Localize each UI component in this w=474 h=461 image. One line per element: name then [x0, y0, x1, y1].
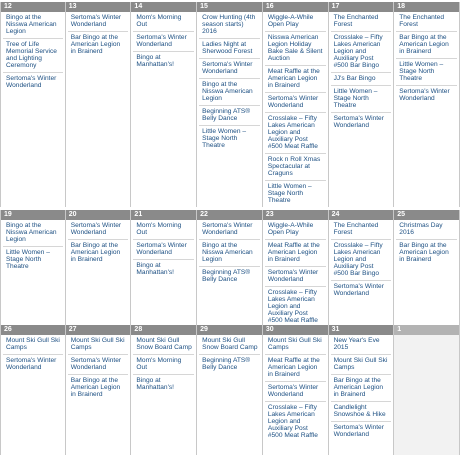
event-link[interactable]: Mount Ski Gull Snow Board Camp — [133, 335, 194, 355]
day-cell — [394, 210, 460, 327]
event-link[interactable]: Bingo at Manhattan's! — [136, 262, 174, 276]
event-link[interactable]: Mom's Morning Out — [133, 220, 194, 240]
event-link[interactable]: New Year's Eve 2015 — [331, 335, 392, 355]
day-cell — [66, 325, 132, 455]
event-link[interactable]: Bar Bingo at the American Legion in Brainerd — [396, 32, 457, 59]
event-link[interactable]: Beginning ATS® Belly Dance — [199, 106, 260, 126]
event-link[interactable]: Bingo at the Nisswa American Legion — [3, 220, 63, 247]
event-link[interactable]: Little Women – Stage North Theatre — [6, 249, 50, 270]
event-link[interactable]: Christmas Day 2016 — [396, 220, 457, 240]
day-cell — [0, 2, 66, 207]
event-link[interactable]: Mount Ski Gull Snow Board Camp — [199, 335, 260, 355]
event-link[interactable]: Crosslake – Fifty Lakes American Legion and Auxiliary Post #500 Meat Raffle — [265, 113, 326, 154]
event-link[interactable]: Bar Bingo at the American Legion in Brainerd — [399, 242, 449, 263]
day-cell — [131, 210, 197, 327]
day-cell — [329, 210, 395, 327]
event-link[interactable]: Sertoma's Winter Wonderland — [68, 220, 129, 240]
event-link[interactable]: Bar Bingo at the American Legion in Brainerd — [70, 242, 121, 263]
event-link[interactable]: Sertoma's Winter Wonderland — [333, 424, 384, 438]
day-cell — [0, 210, 66, 327]
event-link[interactable]: Bingo at the Nisswa American Legion — [199, 79, 260, 106]
event-link[interactable]: Crosslake – Fifty Lakes American Legion and Auxiliary Post #500 Meat Raffle — [267, 289, 318, 324]
day-number: 23 — [263, 210, 328, 220]
event-link[interactable]: Meat Raffle at the American Legion in Brainerd — [265, 240, 326, 267]
day-cell — [394, 325, 460, 455]
event-link[interactable]: Bingo at the Nisswa American Legion — [3, 12, 63, 39]
event-link[interactable]: Bingo at Manhattan's! — [136, 377, 174, 391]
event-link[interactable]: Sertoma's Winter Wonderland — [6, 357, 57, 371]
event-link[interactable]: Mount Ski Gull Ski Camps — [331, 355, 392, 375]
day-number: 25 — [394, 210, 459, 220]
event-link[interactable]: Sertoma's Winter Wonderland — [199, 59, 260, 79]
event-link[interactable]: Tree of Life Memorial Service and Lighting Ceremony — [3, 39, 63, 73]
day-number: 13 — [66, 2, 131, 12]
day-number: 15 — [197, 2, 262, 12]
event-link[interactable]: Meat Raffle at the American Legion in Brainerd — [265, 355, 326, 382]
event-link[interactable]: Sertoma's Winter Wonderland — [333, 283, 384, 297]
day-number: 26 — [1, 325, 65, 335]
event-link[interactable]: Little Women – Stage North Theatre — [331, 86, 392, 113]
day-number: 28 — [131, 325, 196, 335]
day-cell — [329, 2, 395, 207]
event-link[interactable]: Crosslake – Fifty Lakes American Legion and Auxiliary Post #500 Bar Bingo — [331, 32, 392, 73]
day-number: 20 — [66, 210, 131, 220]
day-number: 30 — [263, 325, 328, 335]
event-link[interactable]: Little Women – Stage North Theatre — [396, 59, 457, 86]
event-link[interactable]: Sertoma's Winter Wonderland — [333, 115, 384, 129]
event-link[interactable]: Sertoma's Winter Wonderland — [199, 220, 260, 240]
day-number: 19 — [1, 210, 65, 220]
event-link[interactable]: Sertoma's Winter Wonderland — [68, 12, 129, 32]
day-number: 18 — [394, 2, 459, 12]
event-link[interactable]: Candlelight Snowshoe & Hike — [331, 402, 392, 422]
day-cell — [263, 210, 329, 327]
event-link[interactable]: Sertoma's Winter Wonderland — [265, 267, 326, 287]
event-link[interactable]: Wiggle-A-While Open Play — [265, 12, 326, 32]
event-link[interactable]: Mount Ski Gull Ski Camps — [68, 335, 129, 355]
event-link[interactable]: Beginning ATS® Belly Dance — [202, 269, 251, 283]
event-link[interactable]: Sertoma's Winter Wonderland — [133, 240, 194, 260]
event-link[interactable]: Bar Bingo at the American Legion in Brainerd — [331, 375, 392, 402]
day-number: 21 — [131, 210, 196, 220]
event-link[interactable]: Crosslake – Fifty Lakes American Legion and Auxiliary Post #500 Meat Raffle — [267, 404, 318, 439]
event-link[interactable]: Crow Hunting (4th season starts) 2016 — [199, 12, 260, 39]
event-link[interactable]: Mom's Morning Out — [133, 12, 194, 32]
event-link[interactable]: The Enchanted Forest — [396, 12, 457, 32]
day-cell — [197, 2, 263, 207]
day-cell — [197, 325, 263, 455]
event-link[interactable]: Beginning ATS® Belly Dance — [202, 357, 251, 371]
day-cell — [263, 325, 329, 455]
calendar-week — [0, 2, 460, 207]
day-cell — [329, 325, 395, 455]
day-cell — [131, 325, 197, 455]
day-number: 31 — [329, 325, 394, 335]
event-link[interactable]: Bingo at Manhattan's! — [136, 54, 174, 68]
event-link[interactable]: Bar Bingo at the American Legion in Brainerd — [70, 34, 121, 55]
day-cell — [66, 210, 132, 327]
event-link[interactable]: Bingo at the Nisswa American Legion — [199, 240, 260, 267]
event-link[interactable]: Rock n Roll Xmas Spectacular at Craguns — [265, 154, 326, 181]
event-link[interactable]: Sertoma's Winter Wonderland — [133, 32, 194, 52]
day-number: 29 — [197, 325, 262, 335]
event-link[interactable]: Sertoma's Winter Wonderland — [265, 93, 326, 113]
calendar-week — [0, 325, 460, 455]
day-number: 17 — [329, 2, 394, 12]
day-cell — [197, 210, 263, 327]
event-link[interactable]: Bar Bingo at the American Legion in Brainerd — [70, 377, 121, 398]
calendar-week — [0, 210, 460, 324]
event-link[interactable]: Sertoma's Winter Wonderland — [6, 75, 57, 89]
event-link[interactable]: Meat Raffle at the American Legion in Brainerd — [265, 66, 326, 93]
day-cell — [263, 2, 329, 207]
event-link[interactable]: Mom's Morning Out — [133, 355, 194, 375]
day-number: 24 — [329, 210, 394, 220]
day-cell — [66, 2, 132, 207]
day-number: 22 — [197, 210, 262, 220]
event-link[interactable]: Ladies Night at Sherwood Forest — [199, 39, 260, 59]
event-link[interactable]: Sertoma's Winter Wonderland — [265, 382, 326, 402]
event-link[interactable]: Wiggle-A-While Open Play — [265, 220, 326, 240]
day-cell — [131, 2, 197, 207]
day-number: 27 — [66, 325, 131, 335]
day-number: 14 — [131, 2, 196, 12]
event-link[interactable]: Sertoma's Winter Wonderland — [399, 88, 450, 102]
event-link[interactable]: The Enchanted Forest — [331, 12, 392, 32]
event-link[interactable]: The Enchanted Forest — [331, 220, 392, 240]
event-link[interactable]: Little Women – Stage North Theatre — [202, 128, 246, 149]
day-number: 1 — [394, 325, 459, 335]
day-cell — [394, 2, 460, 207]
day-cell — [0, 325, 66, 455]
event-link[interactable]: JJ's Bar Bingo — [331, 73, 392, 86]
event-link[interactable]: Little Women – Stage North Theatre — [267, 183, 312, 204]
day-number: 16 — [263, 2, 328, 12]
event-link[interactable]: Crosslake – Fifty Lakes American Legion and Auxiliary Post #500 Bar Bingo — [331, 240, 392, 281]
day-number: 12 — [1, 2, 65, 12]
event-link[interactable]: Nisswa American Legion Holiday Bake Sale & Silent Auction — [265, 32, 326, 66]
event-link[interactable]: Mount Ski Gull Ski Camps — [265, 335, 326, 355]
event-link[interactable]: Mount Ski Gull Ski Camps — [3, 335, 63, 355]
event-link[interactable]: Sertoma's Winter Wonderland — [68, 355, 129, 375]
